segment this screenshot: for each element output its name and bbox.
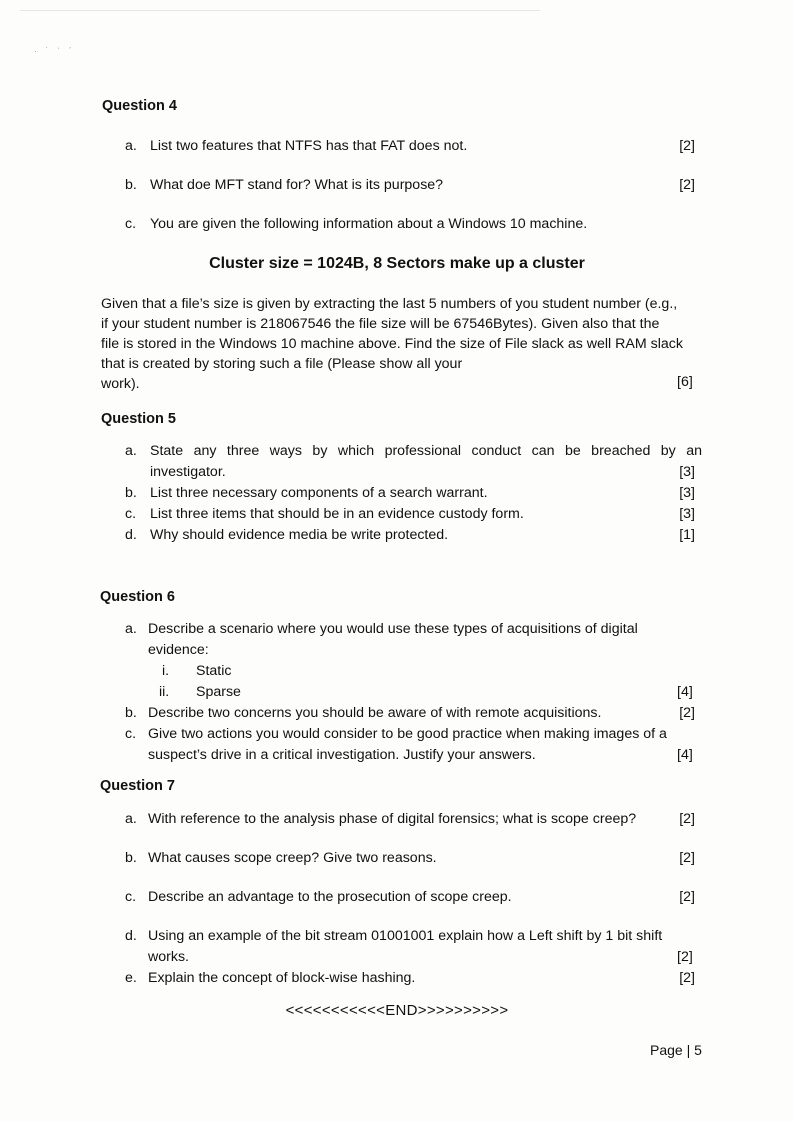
- item-text: List three necessary components of a search warrant.: [150, 485, 488, 501]
- q6-item-a-continued: evidence:: [148, 642, 209, 658]
- item-text: Using an example of the bit stream 01001001 explain how a Left shift by 1 bit shift: [148, 928, 663, 944]
- item-letter: c.: [125, 889, 137, 905]
- q4-paragraph: [101, 294, 701, 394]
- item-text: Give two actions you would consider to be good practice when making images of a: [148, 726, 667, 742]
- q4-item-c: [125, 216, 695, 236]
- paragraph-line: work).: [101, 376, 140, 392]
- item-marks: [2]: [679, 850, 695, 866]
- item-text: Describe an advantage to the prosecution of scope creep.: [148, 889, 512, 905]
- item-text: Describe two concerns you should be aware of with remote acquisitions.: [148, 705, 602, 721]
- end-marker: <<<<<<<<<<<END>>>>>>>>>>: [285, 1002, 509, 1019]
- scan-artifact-line: [20, 10, 540, 11]
- item-letter: c.: [125, 506, 137, 522]
- paragraph-line: Given that a file’s size is given by extracting the last 5 numbers of you student number (e.g.,: [101, 296, 678, 312]
- q6-item-c-continued: suspect’s drive in a critical investigation. Justify your answers.: [148, 747, 536, 763]
- item-letter: d.: [125, 527, 137, 543]
- paragraph-line: that is created by storing such a file (Please show all your: [101, 356, 463, 372]
- item-text: What causes scope creep? Give two reasons.: [148, 850, 437, 866]
- item-text: Why should evidence media be write protected.: [150, 527, 449, 543]
- item-text: With reference to the analysis phase of digital forensics; what is scope creep?: [148, 811, 637, 827]
- item-letter: b.: [125, 705, 137, 721]
- item-letter: a.: [125, 621, 137, 637]
- item-text: Explain the concept of block-wise hashing.: [148, 970, 416, 986]
- scan-specks: · ˙ ˈ ˊ: [34, 46, 75, 56]
- item-text: List three items that should be in an evidence custody form.: [150, 506, 524, 522]
- q6-item-b: [125, 705, 695, 725]
- q6-item-a-marks: [4]: [677, 684, 693, 700]
- q5-item-d: [125, 527, 695, 547]
- q7-item-e: [125, 970, 695, 990]
- sub-item-sparse: Sparse: [196, 684, 241, 700]
- item-marks: [2]: [679, 177, 695, 193]
- item-marks: [2]: [679, 970, 695, 986]
- question-7-heading: Question 7: [100, 778, 175, 794]
- q5-item-b: [125, 485, 695, 505]
- q5-item-c: [125, 506, 695, 526]
- question-4-heading: Question 4: [102, 98, 177, 114]
- item-marks: [2]: [679, 138, 695, 154]
- item-text-continued: investigator.: [150, 464, 226, 480]
- q6-item-c-marks: [4]: [677, 747, 693, 763]
- item-marks: [2]: [679, 889, 695, 905]
- q4-item-b: [125, 177, 695, 197]
- item-marks: [3]: [679, 485, 695, 501]
- item-letter: a.: [125, 811, 137, 827]
- paragraph-line: if your student number is 218067546 the file size will be 67546Bytes). Given also that the: [101, 316, 660, 332]
- q5-item-a-continued: [125, 464, 695, 484]
- q7-item-d-continued: works.: [148, 949, 189, 965]
- item-letter: a.: [125, 138, 137, 154]
- item-text: List two features that NTFS has that FAT does not.: [150, 138, 468, 154]
- q6-item-c: [125, 726, 695, 746]
- item-letter: c.: [125, 726, 137, 742]
- roman-numeral-ii: ii.: [159, 684, 170, 700]
- item-marks: [3]: [679, 506, 695, 522]
- q7-item-c: [125, 889, 695, 909]
- item-letter: e.: [125, 970, 137, 986]
- q7-item-d: [125, 928, 695, 948]
- item-marks: [2]: [679, 811, 695, 827]
- roman-numeral-i: i.: [162, 663, 170, 679]
- item-marks: [1]: [679, 527, 695, 543]
- page-number: Page | 5: [650, 1042, 702, 1058]
- q7-item-a: [125, 811, 695, 831]
- q5-item-a: [125, 443, 702, 463]
- item-letter: b.: [125, 485, 137, 501]
- item-letter: b.: [125, 850, 137, 866]
- item-text: What doe MFT stand for? What is its purpose?: [150, 177, 444, 193]
- item-marks: [2]: [679, 705, 695, 721]
- q7-item-d-marks: [2]: [677, 949, 693, 965]
- item-letter: a.: [125, 443, 137, 459]
- item-marks: [3]: [679, 464, 695, 480]
- cluster-info: Cluster size = 1024B, 8 Sectors make up a cluster: [209, 255, 585, 272]
- q4-paragraph-marks: [6]: [677, 374, 693, 390]
- paragraph-line: file is stored in the Windows 10 machine above. Find the size of File slack as well RAM slack: [101, 336, 683, 352]
- q6-item-a: [125, 621, 695, 641]
- item-letter: d.: [125, 928, 137, 944]
- sub-item-static: Static: [196, 663, 232, 679]
- item-letter: b.: [125, 177, 137, 193]
- item-letter: c.: [125, 216, 137, 232]
- q4-item-a: [125, 138, 695, 158]
- q7-item-b: [125, 850, 695, 870]
- item-text: State any three ways by which professional conduct can be breached by an: [150, 443, 702, 459]
- question-6-heading: Question 6: [100, 589, 175, 605]
- question-5-heading: Question 5: [101, 411, 176, 427]
- item-text: You are given the following information about a Windows 10 machine.: [150, 216, 588, 232]
- item-text: Describe a scenario where you would use these types of acquisitions of digital: [148, 621, 638, 637]
